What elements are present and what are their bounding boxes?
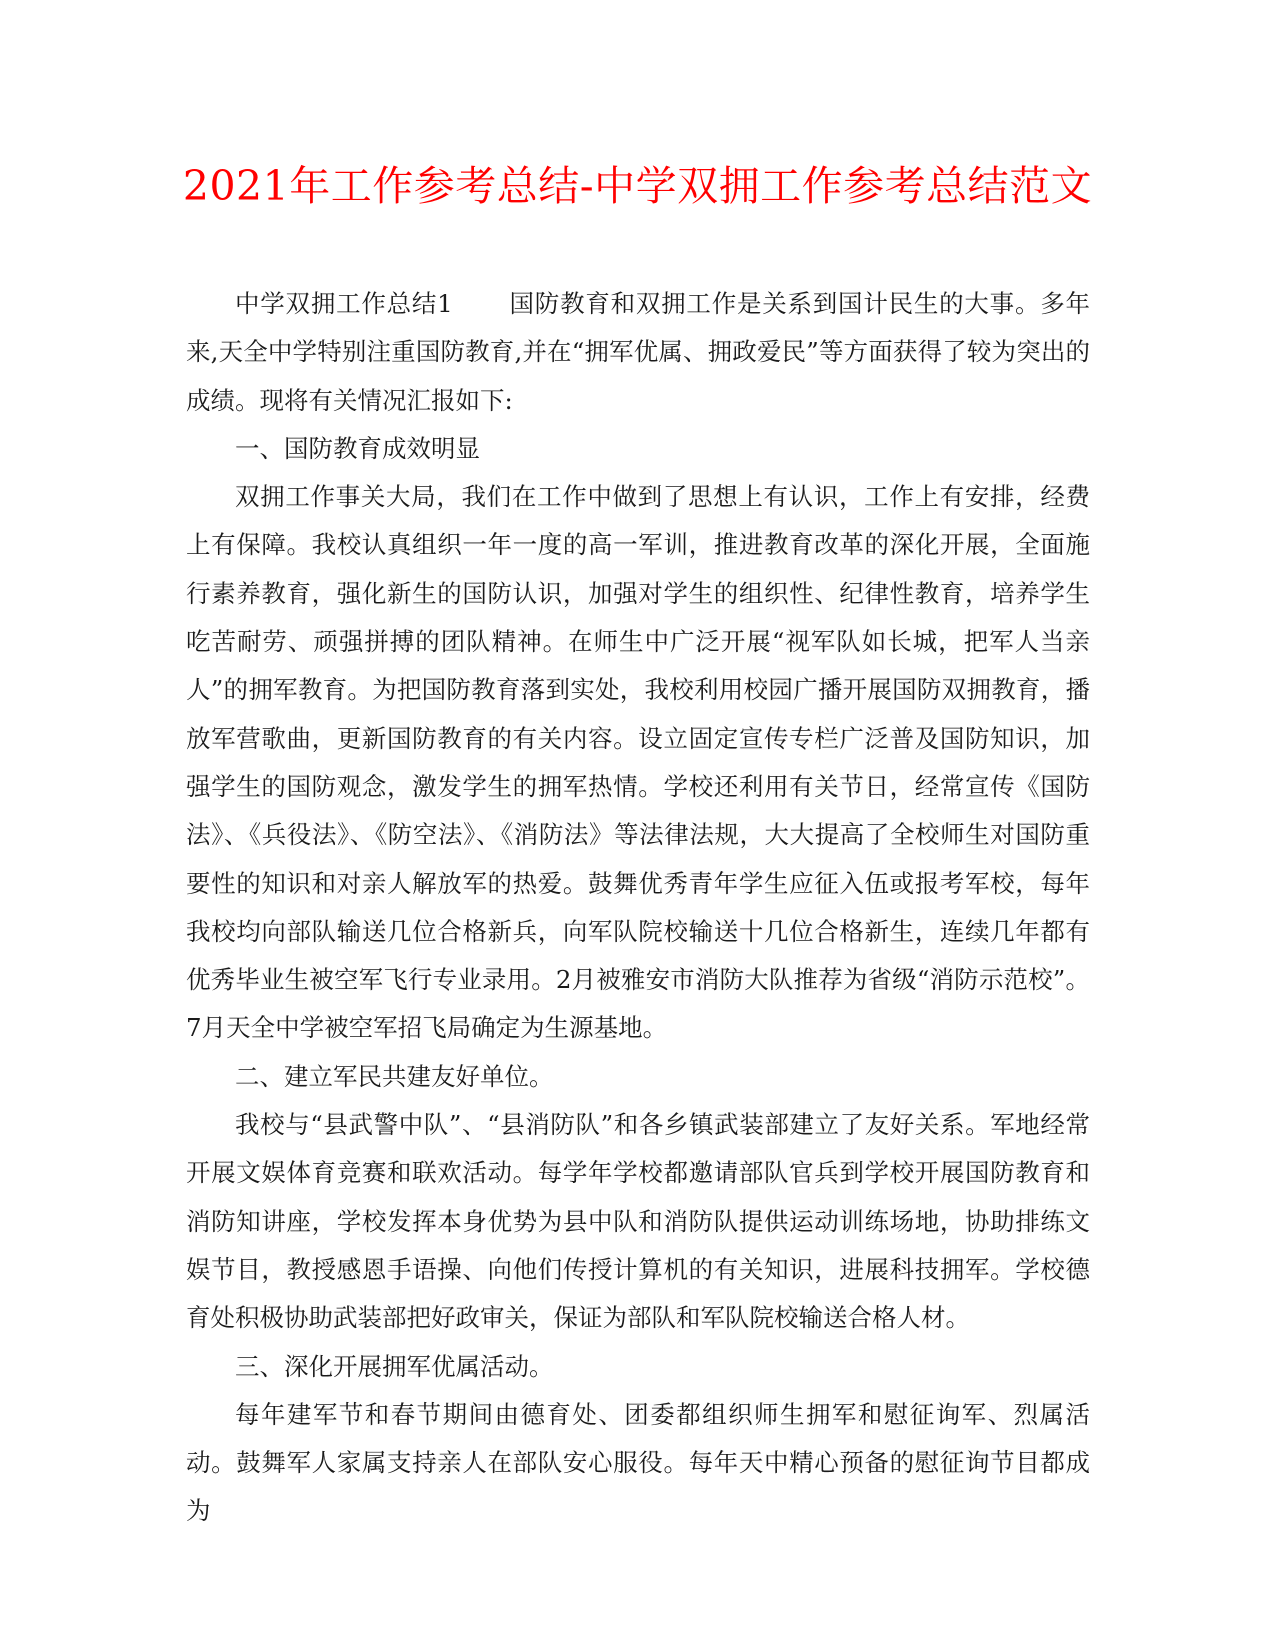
section1-paragraph: 双拥工作事关大局，我们在工作中做到了思想上有认识，工作上有安排，经费上有保障。我校认真组织一年一度的高一军训，推进教育改革的深化开展，全面施行素养教育，强化新生的国防认识，加强对学生的组织性、纪律性教育，培养学生吃苦耐劳、顽强拼搏的团队精神。在师生中广泛开展“视军队如长城，把军人当亲人”的拥军教育。为把国防教育落到实处，我校利用校园广播开展国防双拥教育，播放军营歌曲，更新国防教育的有关内容。设立固定宣传专栏广泛普及国防知识，加强学生的国防观念，激发学生的拥军热情。学校还利用有关节日，经常宣传《国防法》、《兵役法》、《防空法》、《消防法》等法律法规，大大提高了全校师生对国防重要性的知识和对亲人解放军的热爱。鼓舞优秀青年学生应征入伍或报考军校，每年我校均向部队输送几位合格新兵，向军队院校输送十几位合格新生，连续几年都有优秀毕业生被空军飞行专业录用。2月被雅安市消防大队推荐为省级“消防示范校”。7月天全中学被空军招飞局确定为生源基地。 — [186, 482, 1090, 1043]
document-title: 2021年工作参考总结-中学双拥工作参考总结范文 — [182, 162, 1093, 210]
section1-heading: 一、国防教育成效明显 — [235, 433, 480, 463]
document-body — [186, 280, 1090, 1536]
intro-heading: 中学双拥工作总结1 — [235, 289, 453, 318]
section3-paragraph: 每年建军节和春节期间由德育处、团委都组织师生拥军和慰征询军、烈属活动。鼓舞军人家属支持亲人在部队安心服役。每年天中精心预备的慰征询节目都成为 — [186, 1399, 1090, 1526]
intro-paragraph — [186, 280, 1090, 425]
section2-heading: 二、建立军民共建友好单位。 — [235, 1061, 554, 1091]
intro-text: 国防教育和双拥工作是关系到国计民生的大事。多年来,天全中学特别注重国防教育,并在“拥军优属、拥政爱民”等方面获得了较为突出的成绩。现将有关情况汇报如下: — [186, 289, 1091, 415]
section2-paragraph: 我校与“县武警中队”、“县消防队”和各乡镇武装部建立了友好关系。军地经常开展文娱体育竞赛和联欢活动。每学年学校都邀请部队官兵到学校开展国防教育和消防知讲座，学校发挥本身优势为县中队和消防队提供运动训练场地，协助排练文娱节目，教授感恩手语操、向他们传授计算机的有关知识，进展科技拥军。学校德育处积极协助武装部把好政审关，保证为部队和军队院校输送合格人材。 — [186, 1110, 1090, 1333]
section3-heading: 三、深化开展拥军优属活动。 — [235, 1351, 554, 1381]
